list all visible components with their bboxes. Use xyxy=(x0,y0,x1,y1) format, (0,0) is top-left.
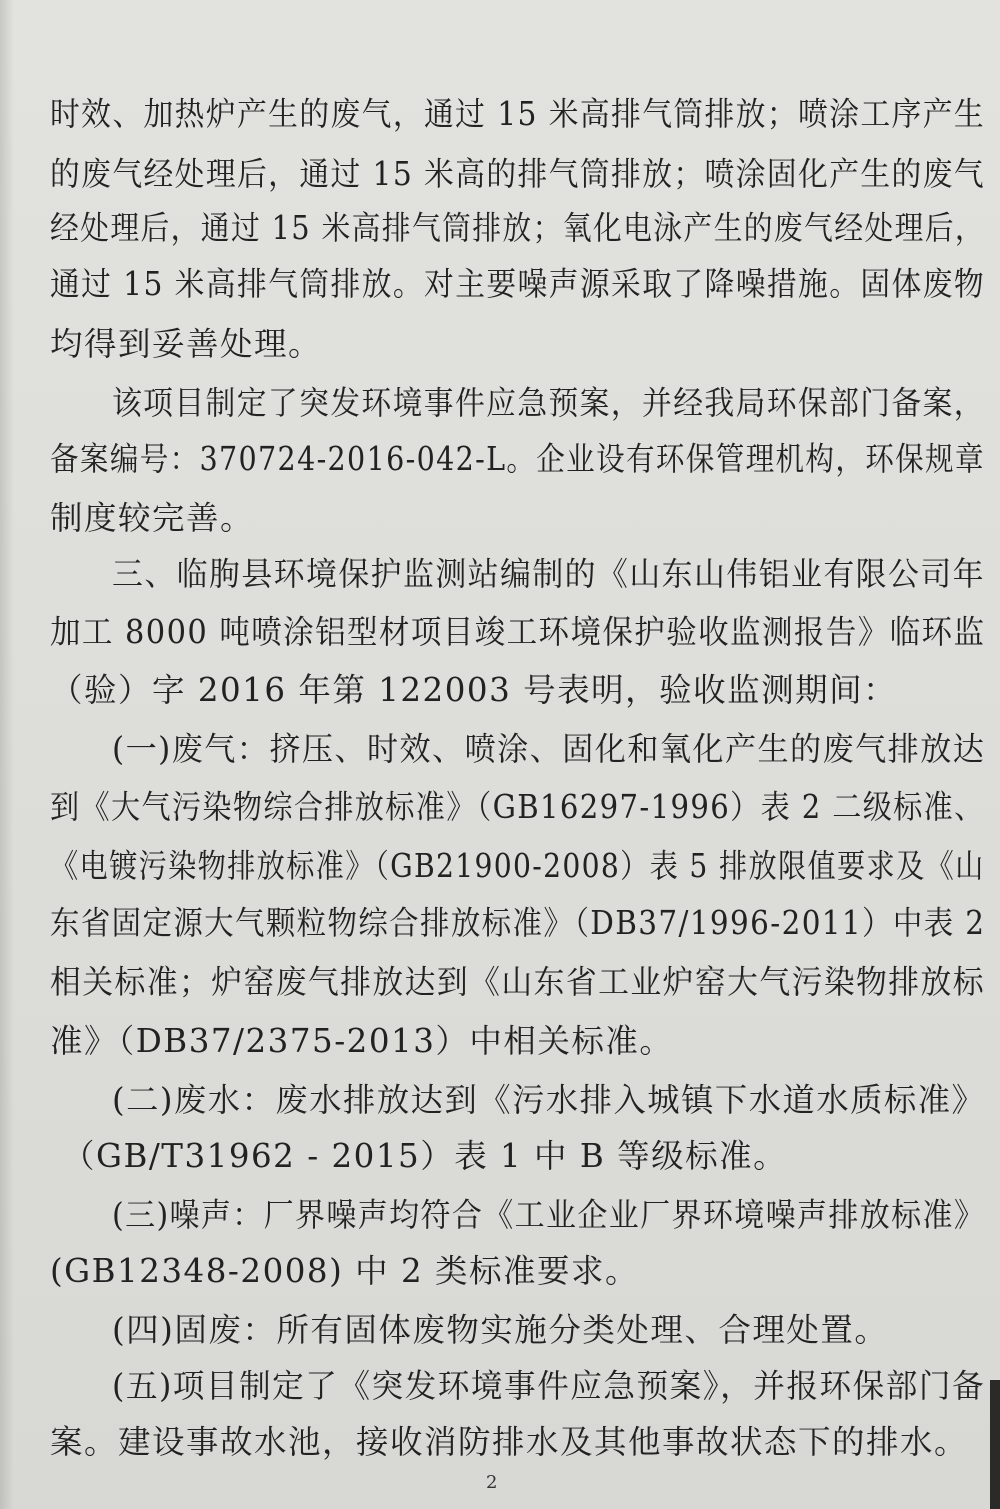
page-edge-shadow xyxy=(0,0,14,1509)
text-line-7: 备案编号：370724-2016-042-L。企业设有环保管理机构，环保规章 xyxy=(50,440,985,478)
text-line-4: 通过 15 米高排气筒排放。对主要噪声源采取了降噪措施。固体废物 xyxy=(50,265,986,303)
page-edge-dark xyxy=(990,1380,1000,1509)
text-line-3: 经处理后，通过 15 米高排气筒排放；氧化电泳产生的废气经处理后， xyxy=(50,209,986,247)
text-line-19: （GB/T31962 - 2015）表 1 中 B 等级标准。 xyxy=(62,1137,788,1175)
text-line-11: （验）字 2016 年第 122003 号表明，验收监测期间： xyxy=(50,671,898,709)
text-line-10: 加工 8000 吨喷涂铝型材项目竣工环境保护验收监测报告》临环监 xyxy=(50,613,986,651)
text-line-13: 到《大气污染物综合排放标准》（GB16297-1996）表 2 二级标准、 xyxy=(50,788,985,826)
text-line-17: 准》（DB37/2375-2013）中相关标准。 xyxy=(50,1022,674,1060)
text-line-8: 制度较完善。 xyxy=(50,499,255,537)
text-line-9: 三、临朐县环境保护监测站编制的《山东山伟铝业有限公司年 xyxy=(112,555,986,593)
text-line-23: (五)项目制定了《突发环境事件应急预案》，并报环保部门备 xyxy=(112,1367,986,1405)
page-number: 2 xyxy=(486,1472,498,1493)
text-line-14: 《电镀污染物排放标准》（GB21900-2008）表 5 排放限值要求及《山 xyxy=(50,847,985,885)
text-line-5: 均得到妥善处理。 xyxy=(50,325,323,363)
text-line-21: (GB12348-2008) 中 2 类标准要求。 xyxy=(50,1252,639,1290)
text-line-15: 东省固定源大气颗粒物综合排放标准》（DB37/1996-2011）中表 2 xyxy=(50,904,986,942)
text-line-16: 相关标准；炉窑废气排放达到《山东省工业炉窑大气污染物排放标 xyxy=(50,963,986,1001)
text-line-6: 该项目制定了突发环境事件应急预案，并经我局环保部门备案， xyxy=(112,384,985,422)
text-line-24: 案。建设事故水池，接收消防排水及其他事故状态下的排水。 xyxy=(50,1423,969,1461)
text-line-18: (二)废水：废水排放达到《污水排入城镇下水道水质标准》 xyxy=(112,1081,986,1119)
text-line-1: 时效、加热炉产生的废气，通过 15 米高排气筒排放；喷涂工序产生 xyxy=(50,95,986,133)
text-line-22: (四)固废：所有固体废物实施分类处理、合理处置。 xyxy=(112,1311,889,1349)
text-line-12: (一)废气：挤压、时效、喷涂、固化和氧化产生的废气排放达 xyxy=(112,730,986,768)
text-line-20: (三)噪声：厂界噪声均符合《工业企业厂界环境噪声排放标准》 xyxy=(112,1196,986,1234)
text-line-2: 的废气经处理后，通过 15 米高的排气筒排放；喷涂固化产生的废气 xyxy=(50,155,986,193)
